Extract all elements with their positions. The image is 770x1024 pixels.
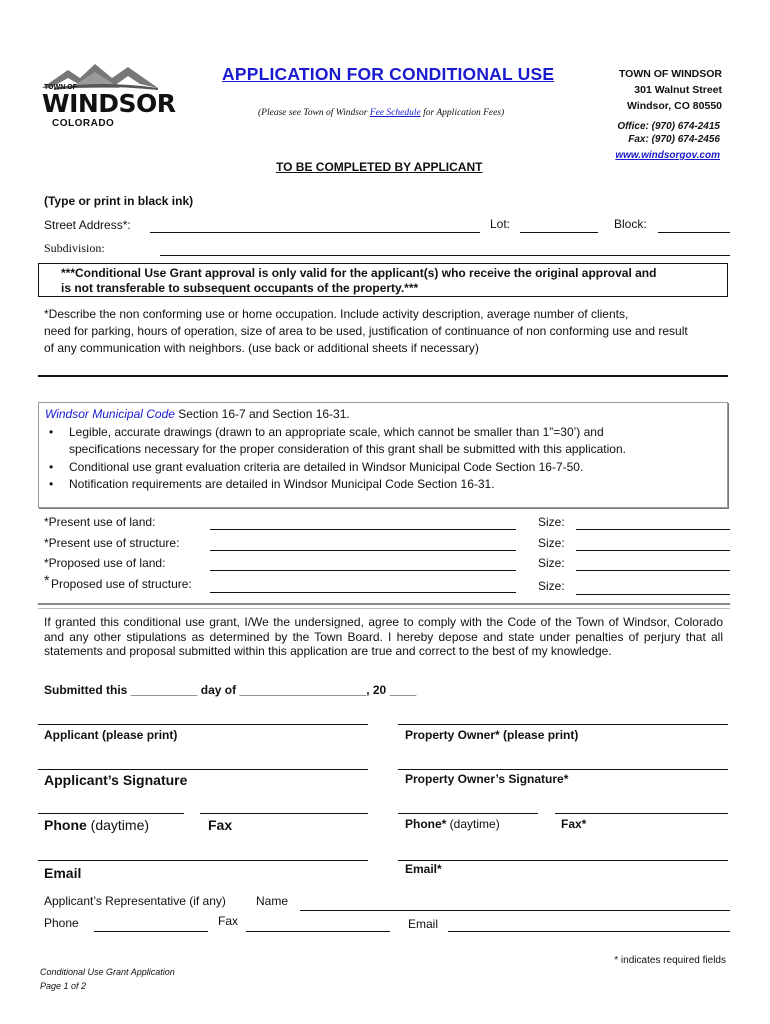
street-address-field[interactable] (150, 232, 480, 233)
agreement-text: If granted this conditional use grant, I/We the undersigned, agree to comply with the Code of the Town of Windsor, Colorado and any other stipulations as determined by the Town Board. I hereby depose and state under penalties of perjury that all statements and proposal submitted within this application are true and correct to the best of my knowledge. (44, 615, 723, 658)
owner-fax-field[interactable] (555, 813, 728, 814)
present-structure-field[interactable] (210, 550, 516, 551)
representative-label: Applicant’s Representative (if any) (44, 894, 226, 908)
lot-label: Lot: (490, 217, 511, 231)
owner-phone-daytime: (daytime) (446, 817, 500, 831)
notice-line-2: is not transferable to subsequent occupants of the property.*** (61, 281, 419, 295)
representative-fax-field[interactable] (246, 931, 390, 932)
representative-name-field[interactable] (300, 910, 730, 911)
representative-name-label: Name (256, 894, 289, 908)
owner-phone-label (405, 817, 500, 831)
required-fields-note: * indicates required fields (614, 955, 726, 966)
page-title: APPLICATION FOR CONDITIONAL USE (222, 64, 555, 84)
code-name: Windsor Municipal Code (45, 407, 175, 421)
section-heading: TO BE COMPLETED BY APPLICANT (276, 160, 483, 174)
owner-print-field[interactable] (398, 724, 728, 725)
windsor-logo (40, 58, 176, 130)
owner-fax-label: Fax* (561, 817, 587, 831)
submitted-date-line[interactable]: Submitted this __________ day of ___________________, 20 ____ (44, 683, 417, 697)
town-name: TOWN OF WINDSOR (618, 68, 722, 80)
desc-line-3: of any communication with neighbors. (use back or additional sheets if necessary) (44, 341, 479, 355)
code-bullet-3: • Notification requirements are detailed in Windsor Municipal Code Section 16-31. (45, 476, 727, 494)
phone-word: Phone (44, 817, 87, 833)
size-label-1: Size: (538, 515, 565, 529)
size-label-2: Size: (538, 536, 565, 550)
applicant-fax-field[interactable] (200, 813, 368, 814)
proposed-structure-star: * (44, 572, 50, 588)
fee-schedule-link[interactable]: Fee Schedule (369, 108, 421, 118)
transfer-notice (38, 263, 728, 297)
desc-line-1: *Describe the non conforming use or home occupation. Include activity description, average number of clients, (44, 307, 629, 321)
proposed-land-label: *Proposed use of land: (44, 556, 166, 570)
desc-line-2: need for parking, hours of operation, size of area to be used, justification of continuance of non conforming use and result (44, 324, 688, 338)
size-label-3: Size: (538, 556, 565, 570)
logo-state: COLORADO (52, 118, 115, 129)
owner-signature-label: Property Owner’s Signature* (405, 772, 569, 786)
size-field-4[interactable] (576, 594, 730, 595)
applicant-print-label: Applicant (please print) (44, 728, 178, 742)
representative-email-label: Email (408, 917, 439, 931)
block-label: Block: (614, 217, 647, 231)
applicant-fax-label: Fax (208, 817, 233, 833)
phone-daytime: (daytime) (86, 817, 150, 833)
code-bullet-2: • Conditional use grant evaluation criteria are detailed in Windsor Municipal Code Section 16-7-50. (45, 459, 727, 477)
office-phone: Office: (970) 674-2415 (617, 121, 720, 132)
notice-line-1: ***Conditional Use Grant approval is only valid for the applicant(s) who receive the original approval and (61, 266, 657, 280)
description-instructions (44, 306, 734, 357)
size-field-3[interactable] (576, 570, 730, 571)
code-reference-line (45, 406, 727, 424)
applicant-phone-label (44, 817, 149, 833)
size-field-1[interactable] (576, 529, 730, 530)
code-bullet-1 (45, 424, 727, 459)
proposed-structure-field[interactable] (210, 592, 516, 593)
applicant-print-field[interactable] (38, 724, 368, 725)
lot-field[interactable] (520, 232, 598, 233)
applicant-email-field[interactable] (38, 860, 368, 861)
applicant-signature-label: Applicant’s Signature (44, 772, 188, 788)
applicant-email-label: Email (44, 865, 82, 881)
website-link[interactable]: www.windsorgov.com (615, 150, 720, 161)
owner-phone-word: Phone* (405, 817, 447, 831)
code-sections: Section 16-7 and Section 16-31. (174, 407, 350, 421)
proposed-land-field[interactable] (210, 570, 516, 571)
applicant-signature-field[interactable] (38, 769, 368, 770)
present-structure-label: *Present use of structure: (44, 536, 180, 550)
bullet-1-line-a: • Legible, accurate drawings (drawn to an appropriate scale, which cannot be smaller than 1”=30’) and (69, 424, 604, 439)
bullet-1-line-b: specifications necessary for the proper consideration of this grant shall be submitted with this application. (69, 442, 626, 456)
section-divider (38, 603, 730, 609)
logo-name: WINDSOR (42, 89, 176, 118)
fee-note (258, 108, 504, 118)
applicant-phone-field[interactable] (38, 813, 184, 814)
present-land-field[interactable] (210, 529, 516, 530)
code-reference-box (38, 402, 728, 508)
office-fax: Fax: (970) 674-2456 (628, 134, 720, 145)
town-city: Windsor, CO 80550 (626, 100, 722, 112)
fee-note-post: for Application Fees) (420, 108, 505, 118)
subdivision-label: Subdivision: (44, 241, 105, 255)
description-field[interactable] (38, 375, 728, 377)
owner-print-label: Property Owner* (please print) (405, 728, 579, 742)
present-land-label: *Present use of land: (44, 515, 156, 529)
contact-numbers (617, 120, 720, 146)
size-label-4: Size: (538, 579, 565, 593)
owner-signature-field[interactable] (398, 769, 728, 770)
town-street: 301 Walnut Street (634, 84, 722, 96)
owner-phone-field[interactable] (398, 813, 538, 814)
proposed-structure-label: Proposed use of structure: (51, 577, 192, 591)
owner-email-label: Email* (405, 862, 442, 876)
representative-email-field[interactable] (448, 931, 730, 932)
logo-town-of: TOWN OF (44, 84, 77, 91)
block-field[interactable] (658, 232, 730, 233)
footer-page-number: Page 1 of 2 (40, 981, 87, 991)
owner-email-field[interactable] (398, 860, 728, 861)
street-address-label: Street Address*: (44, 218, 131, 232)
subdivision-field[interactable] (160, 255, 730, 256)
footer-doc-name: Conditional Use Grant Application (40, 967, 175, 977)
representative-phone-field[interactable] (94, 931, 208, 932)
size-field-2[interactable] (576, 550, 730, 551)
representative-fax-label: Fax (218, 914, 239, 928)
representative-phone-label: Phone (44, 916, 79, 930)
town-address (619, 66, 722, 114)
fee-note-pre: (Please see Town of Windsor (258, 108, 370, 118)
page-footer (40, 965, 175, 993)
ink-note: (Type or print in black ink) (44, 194, 194, 208)
